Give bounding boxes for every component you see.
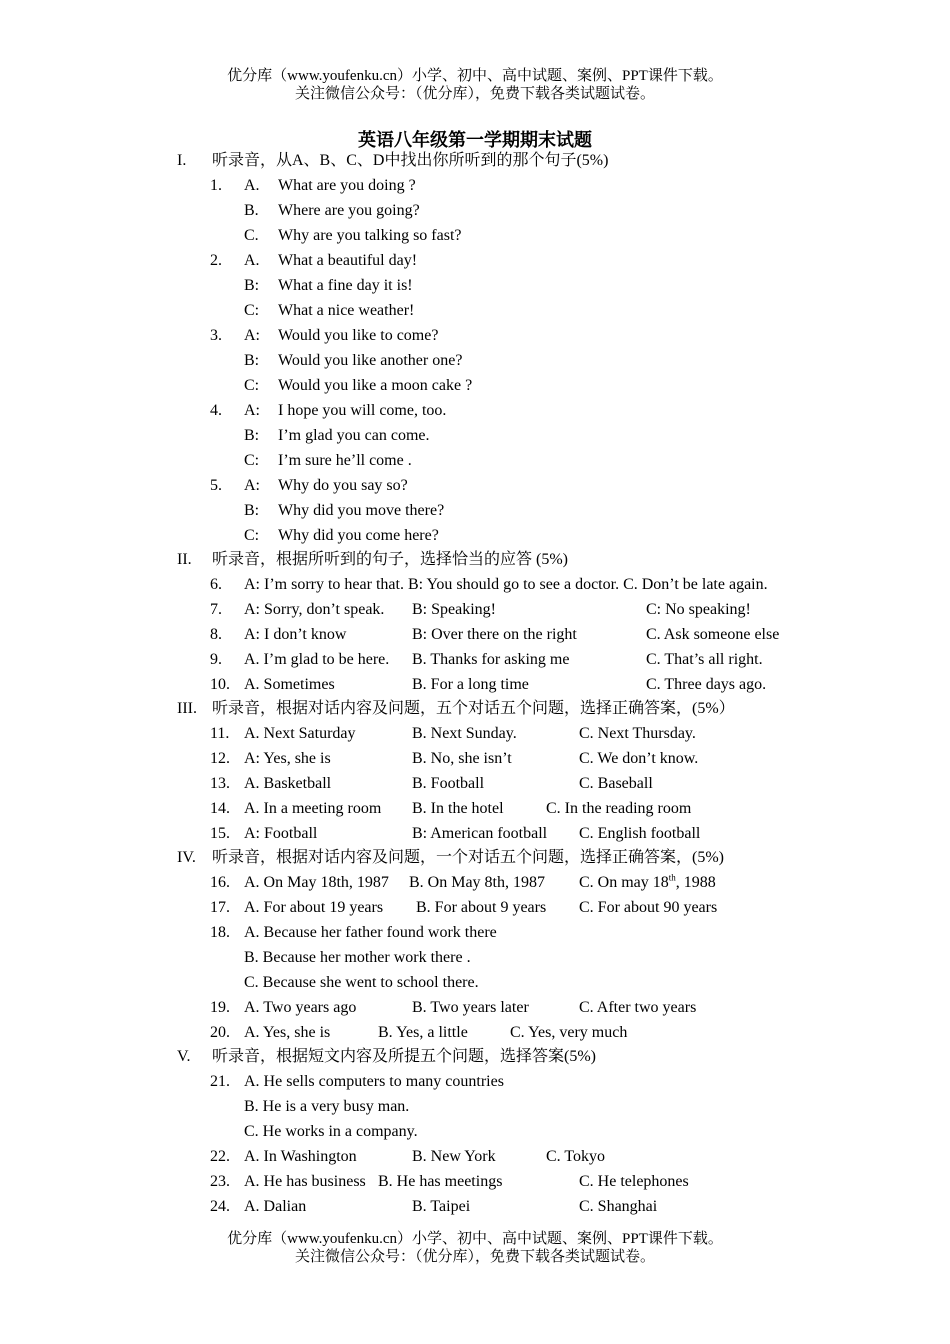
- option-a: A. Sometimes: [244, 676, 335, 693]
- option-c: C. He works in a company.: [244, 1123, 418, 1140]
- option-text: Why are you talking so fast?: [278, 227, 462, 244]
- option-a: A. For about 19 years: [244, 899, 384, 916]
- question-number: 16.: [210, 874, 230, 891]
- question-16: [0, 871, 950, 895]
- option-text: Why do you say so?: [278, 477, 408, 494]
- question-number: 4.: [210, 402, 222, 419]
- option-b: B. He has meetings: [378, 1173, 503, 1190]
- question-number: 23.: [210, 1173, 230, 1190]
- option-letter: C:: [244, 377, 260, 394]
- option-c: C. Shanghai: [579, 1198, 658, 1215]
- question-number: 24.: [210, 1198, 230, 1215]
- question-number: 7.: [210, 601, 222, 618]
- question-number: 1.: [210, 177, 222, 194]
- option-c: C: No speaking!: [646, 601, 751, 618]
- question-number: 18.: [210, 924, 230, 941]
- question-number: 3.: [210, 327, 222, 344]
- option-a: A. In Washington: [244, 1148, 357, 1165]
- option-b: B. He is a very busy man.: [244, 1098, 410, 1115]
- page-title: 英语八年级第一学期期末试题: [358, 130, 592, 150]
- question-number: 14.: [210, 800, 230, 817]
- option-letter: C:: [244, 452, 260, 469]
- question-number: 11.: [210, 725, 230, 742]
- question-number: 6.: [210, 576, 222, 593]
- option-c: C. Yes, very much: [510, 1024, 628, 1041]
- option-a: A. In a meeting room: [244, 800, 382, 817]
- section-number: I.: [177, 152, 187, 169]
- header-line-2: 关注微信公众号：（优分库），免费下载各类试题试卷。: [294, 86, 655, 102]
- option-b: B. Thanks for asking me: [412, 651, 570, 668]
- option-text: I’m glad you can come.: [278, 427, 430, 444]
- option-text: Would you like another one?: [278, 352, 463, 369]
- option-letter: B:: [244, 502, 260, 519]
- question-15: [0, 822, 950, 846]
- option-letter: B:: [244, 277, 260, 294]
- section-heading-3: [0, 697, 950, 721]
- question-9: [0, 648, 950, 672]
- section-instruction: 听录音，根据对话内容及问题，一个对话五个问题，选择正确答案，(5%): [212, 849, 724, 866]
- question-number: 17.: [210, 899, 230, 916]
- option-text: Why did you move there?: [278, 502, 445, 519]
- question-number: 8.: [210, 626, 222, 643]
- option-c: C. We don’t know.: [579, 750, 699, 767]
- question-11: [0, 722, 950, 746]
- option-letter: B.: [244, 202, 259, 219]
- option-b: B. Two years later: [412, 999, 529, 1016]
- option-b: B. New York: [412, 1148, 496, 1165]
- option-text: What a nice weather!: [278, 302, 415, 319]
- option-text: Would you like to come?: [278, 327, 439, 344]
- option-c: C. Three days ago.: [646, 676, 767, 693]
- section-number: III.: [177, 700, 197, 717]
- footer-line-1: 优分库（www.youfenku.cn）小学、初中、高中试题、案例、PPT课件下载。: [227, 1231, 723, 1247]
- option-b: B. Yes, a little: [378, 1024, 468, 1041]
- option-a: A. Next Saturday: [244, 725, 356, 742]
- option-b: B. Football: [412, 775, 485, 792]
- question-number: 10.: [210, 676, 230, 693]
- section-instruction: 听录音，根据所听到的句子，选择恰当的应答 (5%): [212, 551, 568, 568]
- option-letter: C:: [244, 302, 260, 319]
- option-letter: A.: [244, 252, 260, 269]
- option-c: C. Because she went to school there.: [244, 974, 479, 991]
- question-number: 13.: [210, 775, 230, 792]
- question-20: [0, 1021, 950, 1045]
- option-c: C. After two years: [579, 999, 697, 1016]
- question-options: A: I’m sorry to hear that. B: You should go to see a doctor. C. Don’t be late again.: [244, 576, 768, 593]
- section-number: II.: [177, 551, 192, 568]
- option-c: C. Next Thursday.: [579, 725, 696, 742]
- question-7: [0, 598, 950, 622]
- question-24: [0, 1195, 950, 1219]
- option-text: I hope you will come, too.: [278, 402, 447, 419]
- option-b: B. For a long time: [412, 676, 529, 693]
- section-number: IV.: [177, 849, 196, 866]
- section-heading-5: [0, 1045, 950, 1069]
- option-b: B. For about 9 years: [416, 899, 547, 916]
- option-a: A: Football: [244, 825, 318, 842]
- option-c: C. Ask someone else: [646, 626, 780, 643]
- question-19: [0, 996, 950, 1020]
- option-a: A: I don’t know: [244, 626, 347, 643]
- option-a: A: Sorry, don’t speak.: [244, 601, 385, 618]
- question-number: 20.: [210, 1024, 230, 1041]
- question-14: [0, 797, 950, 821]
- section-number: V.: [177, 1048, 191, 1065]
- question-number: 9.: [210, 651, 222, 668]
- section-heading-4: [0, 846, 950, 870]
- option-text: What a fine day it is!: [278, 277, 413, 294]
- section-instruction: 听录音，根据对话内容及问题，五个对话五个问题，选择正确答案，(5%）: [212, 700, 735, 717]
- section-heading-2: [0, 548, 950, 572]
- question-number: 21.: [210, 1073, 230, 1090]
- option-b: B. Because her mother work there .: [244, 949, 471, 966]
- option-b: B. In the hotel: [412, 800, 504, 817]
- question-number: 15.: [210, 825, 230, 842]
- option-a: A. On May 18th, 1987: [244, 874, 389, 891]
- option-letter: B:: [244, 352, 260, 369]
- question-6: [0, 573, 950, 597]
- option-c: C. Tokyo: [546, 1148, 606, 1165]
- option-text: Why did you come here?: [278, 527, 439, 544]
- option-letter: A.: [244, 177, 260, 194]
- option-b: B: Over there on the right: [412, 626, 577, 643]
- option-c: C. English football: [579, 825, 701, 842]
- option-c: C. He telephones: [579, 1173, 689, 1190]
- question-10: [0, 673, 950, 697]
- option-b: B: American football: [412, 825, 548, 842]
- question-12: [0, 747, 950, 771]
- option-a: A. He has business: [244, 1173, 366, 1190]
- section-instruction: 听录音，从A、B、C、D中找出你所听到的那个句子(5%): [212, 152, 609, 169]
- option-letter: C.: [244, 227, 259, 244]
- option-b: B. On May 8th, 1987: [409, 874, 545, 891]
- option-b: B. No, she isn’t: [412, 750, 512, 767]
- option-b: B. Taipei: [412, 1198, 471, 1215]
- option-text: What a beautiful day!: [278, 252, 418, 269]
- option-a: A. He sells computers to many countries: [244, 1073, 504, 1090]
- question-number: 12.: [210, 750, 230, 767]
- section-heading-1: [0, 149, 950, 173]
- question-17: [0, 896, 950, 920]
- option-a: A. I’m glad to be here.: [244, 651, 390, 668]
- option-a: A. Because her father found work there: [244, 924, 497, 941]
- option-letter: A:: [244, 327, 260, 344]
- option-a: A. Basketball: [244, 775, 332, 792]
- section-instruction: 听录音，根据短文内容及所提五个问题，选择答案(5%): [212, 1048, 596, 1065]
- option-text: Would you like a moon cake ?: [278, 377, 473, 394]
- question-22: [0, 1145, 950, 1169]
- option-letter: B:: [244, 427, 260, 444]
- question-13: [0, 772, 950, 796]
- option-text: What are you doing ?: [278, 177, 416, 194]
- option-letter: A:: [244, 402, 260, 419]
- option-a: A. Yes, she is: [244, 1024, 331, 1041]
- option-text: I’m sure he’ll come .: [278, 452, 412, 469]
- option-a: A. Dalian: [244, 1198, 307, 1215]
- option-a: A. Two years ago: [244, 999, 357, 1016]
- option-c: C. In the reading room: [546, 800, 692, 817]
- question-23: [0, 1170, 950, 1194]
- question-8: [0, 623, 950, 647]
- option-b: B. Next Sunday.: [412, 725, 517, 742]
- option-text: Where are you going?: [278, 202, 420, 219]
- option-c: C. On may 18th, 1988: [579, 872, 716, 891]
- footer-line-2: 关注微信公众号：（优分库），免费下载各类试题试卷。: [294, 1249, 655, 1265]
- option-b: B: Speaking!: [412, 601, 496, 618]
- header-line-1: 优分库（www.youfenku.cn）小学、初中、高中试题、案例、PPT课件下载。: [227, 68, 723, 84]
- question-number: 22.: [210, 1148, 230, 1165]
- option-c: C. That’s all right.: [646, 651, 763, 668]
- option-letter: C:: [244, 527, 260, 544]
- option-a: A: Yes, she is: [244, 750, 331, 767]
- question-number: 19.: [210, 999, 230, 1016]
- option-letter: A:: [244, 477, 260, 494]
- question-number: 5.: [210, 477, 222, 494]
- option-c: C. For about 90 years: [579, 899, 718, 916]
- option-c: C. Baseball: [579, 775, 653, 792]
- question-number: 2.: [210, 252, 222, 269]
